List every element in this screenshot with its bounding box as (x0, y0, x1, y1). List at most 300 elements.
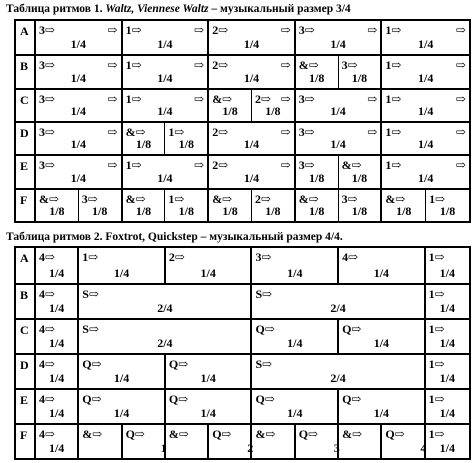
arrow-icon: ⇨ (280, 91, 291, 106)
count-cell (209, 123, 294, 154)
count-label: &⇨ (168, 427, 189, 441)
count-cell (36, 355, 77, 388)
row-letter: B (16, 56, 36, 87)
beat-cell (382, 21, 469, 54)
row-letter: F (16, 425, 36, 458)
count-cell (79, 355, 164, 388)
duration-label: 1/4 (418, 37, 434, 52)
duration-label: 3 (333, 441, 340, 455)
count-cell (382, 156, 469, 187)
step-cell (426, 285, 469, 318)
count-cell (36, 56, 121, 87)
step-cell (339, 425, 382, 458)
step-cell (79, 355, 166, 388)
duration-label: 1/8 (49, 203, 65, 218)
duration-label: 1/8 (309, 170, 325, 185)
count-cell (296, 56, 338, 87)
count-label: 3⇨ (298, 125, 315, 139)
duration-label: 1/8 (135, 137, 152, 152)
count-label: &⇨ (298, 58, 319, 73)
count-cell (296, 123, 381, 154)
beat-cell (382, 90, 469, 121)
arrow-icon: ⇨ (194, 23, 205, 37)
duration-label: 1/8 (351, 170, 368, 185)
count-label: S⇨ (255, 287, 273, 301)
count-cell (123, 156, 208, 187)
step-cell (79, 425, 122, 458)
count-label: 2⇨ (212, 158, 229, 173)
count-label: 2⇨ (212, 23, 229, 37)
count-label: &⇨ (342, 427, 363, 441)
arrow-icon: ⇨ (455, 125, 466, 139)
duration-label: 1/4 (418, 170, 434, 185)
duration-label: 1/4 (70, 37, 86, 52)
duration-label: 1/4 (48, 371, 65, 385)
count-label: &⇨ (39, 191, 60, 206)
count-label: &⇨ (125, 191, 146, 206)
table2-row-d (16, 353, 469, 388)
arrow-icon: ⇨ (194, 91, 205, 106)
beat-cell (296, 190, 383, 221)
beat-cell (123, 90, 210, 121)
step-cell (296, 425, 339, 458)
table1-title (6, 2, 351, 16)
duration-label: 1/8 (351, 70, 368, 85)
count-label: 3⇨ (39, 91, 56, 106)
duration-label: 1/8 (178, 203, 194, 218)
count-label: 1⇨ (428, 392, 445, 406)
duration-label: 1/8 (309, 70, 325, 85)
duration-label: 1/4 (157, 170, 173, 185)
duration-label: 1/4 (330, 137, 346, 152)
count-label: S⇨ (82, 287, 100, 301)
count-cell (251, 90, 294, 121)
count-cell (425, 190, 469, 221)
count-cell (252, 285, 423, 318)
count-cell (426, 248, 469, 283)
beat-cell (296, 123, 383, 154)
count-cell (79, 248, 164, 283)
arrow-icon: ⇨ (455, 23, 466, 37)
arrow-icon: ⇨ (194, 158, 205, 173)
count-cell (36, 123, 121, 154)
count-label: 2⇨ (212, 58, 229, 73)
beat-cell (209, 156, 296, 187)
duration-label: 1 (160, 441, 167, 455)
count-cell (209, 190, 251, 221)
count-cell (123, 21, 208, 54)
count-label: Q⇨ (82, 392, 102, 406)
duration-label: 2/4 (330, 371, 346, 385)
duration-label: 1/4 (157, 103, 173, 118)
duration-label: 1/8 (351, 203, 368, 218)
count-cell (36, 90, 121, 121)
step-cell (36, 390, 79, 423)
count-cell (36, 156, 121, 187)
count-cell (339, 425, 380, 458)
arrow-icon: ⇨ (455, 58, 466, 73)
count-label: 1⇨ (168, 191, 185, 206)
count-cell (78, 190, 121, 221)
duration-label: 1/8 (178, 137, 194, 152)
duration-label: 1/4 (373, 336, 390, 350)
duration-label: 1/4 (70, 170, 86, 185)
count-label: Q⇨ (342, 322, 362, 336)
arrow-icon: ⇨ (367, 125, 378, 139)
step-cell (252, 320, 339, 353)
duration-label: 2/4 (157, 301, 173, 315)
count-cell (209, 156, 294, 187)
count-cell (166, 248, 251, 283)
count-cell (36, 285, 77, 318)
count-cell (166, 425, 207, 458)
step-cell (166, 248, 253, 283)
beat-cell (209, 21, 296, 54)
duration-label: 1/4 (70, 137, 86, 152)
duration-label: 1/4 (287, 406, 303, 420)
count-label: 1⇨ (385, 125, 402, 139)
count-label: 3⇨ (39, 158, 56, 173)
count-cell (252, 248, 337, 283)
duration-label: 1/8 (135, 203, 152, 218)
count-cell (123, 190, 165, 221)
count-cell (338, 156, 381, 187)
beat-cell (209, 90, 296, 121)
count-cell (296, 425, 340, 458)
step-cell (36, 248, 79, 283)
arrow-icon: ⇨ (280, 58, 291, 73)
duration-label: 1/4 (243, 37, 260, 52)
duration-label: 1/8 (396, 203, 412, 218)
step-cell (252, 355, 425, 388)
count-label: 4⇨ (39, 322, 56, 336)
count-label: Q⇨ (82, 357, 102, 371)
count-cell (36, 425, 77, 458)
duration-label: 1/4 (243, 137, 260, 152)
count-cell (426, 320, 469, 353)
count-cell (296, 190, 338, 221)
duration-label: 1/4 (113, 371, 130, 385)
count-cell (252, 425, 293, 458)
beat-cell (36, 21, 123, 54)
duration-label: 1/4 (48, 336, 65, 350)
table1-title-italic: Waltz, Viennese Waltz (105, 3, 209, 15)
count-cell (382, 21, 469, 54)
step-cell (166, 355, 253, 388)
step-cell (252, 390, 339, 423)
count-label: Q⇨ (168, 357, 189, 371)
duration-label: 1/4 (243, 170, 260, 185)
duration-label: 1/4 (287, 266, 303, 280)
duration-label: 1/4 (287, 336, 303, 350)
count-label: 1⇨ (385, 91, 402, 106)
arrow-icon: ⇨ (107, 125, 118, 139)
count-label: Q⇨ (212, 427, 232, 441)
duration-label: 1/4 (200, 371, 216, 385)
count-cell (338, 56, 381, 87)
beat-cell (123, 21, 210, 54)
row-letter: D (16, 355, 36, 388)
count-label: 4⇨ (39, 392, 56, 406)
count-label: 3⇨ (39, 23, 56, 37)
count-label: 2⇨ (168, 250, 185, 264)
count-cell (164, 123, 207, 154)
count-label: 3⇨ (341, 58, 358, 73)
count-cell (426, 285, 469, 318)
duration-label: 1/8 (92, 203, 108, 218)
duration-label: 1/4 (439, 266, 455, 280)
count-cell (252, 355, 423, 388)
count-label: 1⇨ (428, 357, 445, 371)
beat-cell (382, 56, 469, 87)
beat-cell (36, 123, 123, 154)
count-label: 4⇨ (39, 287, 56, 301)
step-cell (166, 390, 253, 423)
count-label: 1⇨ (428, 427, 445, 441)
count-label: 4⇨ (39, 250, 56, 264)
count-label: 2⇨ (212, 125, 229, 139)
row-letter: B (16, 285, 36, 318)
count-cell (296, 21, 381, 54)
duration-label: 1/4 (70, 70, 86, 85)
beat-cell (296, 156, 383, 187)
count-cell (79, 390, 164, 423)
arrow-icon: ⇨ (280, 23, 291, 37)
count-cell (382, 56, 469, 87)
count-label: 3⇨ (298, 23, 315, 37)
beat-cell (296, 56, 383, 87)
duration-label: 1/4 (200, 266, 216, 280)
step-cell (252, 285, 425, 318)
count-label: &⇨ (212, 191, 233, 206)
count-label: 3⇨ (81, 191, 98, 206)
count-label: 1⇨ (125, 58, 142, 73)
duration-label: 2/4 (330, 301, 346, 315)
count-label: 4⇨ (342, 250, 359, 264)
duration-label: 1/4 (330, 103, 346, 118)
count-cell (36, 320, 77, 353)
arrow-icon: ⇨ (455, 91, 466, 106)
count-cell (339, 320, 424, 353)
step-cell (252, 425, 295, 458)
count-cell (252, 390, 337, 423)
duration-label: 1/8 (222, 203, 238, 218)
duration-label: 1/4 (48, 406, 65, 420)
beat-cell (296, 90, 383, 121)
duration-label: 1/4 (439, 406, 455, 420)
duration-label: 1/4 (113, 266, 130, 280)
beat-cell (36, 56, 123, 87)
duration-label: 1/4 (373, 266, 390, 280)
beat-cell (123, 156, 210, 187)
step-cell (209, 425, 252, 458)
duration-label: 1/4 (439, 441, 455, 455)
duration-label: 1/4 (418, 137, 434, 152)
count-label: 1⇨ (428, 322, 445, 336)
step-cell (36, 425, 79, 458)
duration-label: 1/4 (418, 103, 434, 118)
count-cell (79, 285, 250, 318)
count-label: 3⇨ (255, 250, 272, 264)
duration-label: 1/8 (309, 203, 325, 218)
table1-row-e (16, 154, 469, 187)
beat-cell (209, 56, 296, 87)
row-letter: C (16, 320, 36, 353)
count-cell (164, 190, 207, 221)
duration-label: 1/4 (330, 37, 346, 52)
count-cell (382, 90, 469, 121)
duration-label: 2 (247, 441, 254, 455)
count-cell (426, 355, 469, 388)
step-cell (252, 248, 339, 283)
duration-label: 1/4 (70, 103, 86, 118)
count-label: &⇨ (82, 427, 103, 441)
count-label: 2⇨ (254, 191, 272, 206)
row-letter: C (16, 90, 36, 121)
duration-label: 1/4 (439, 371, 455, 385)
step-cell (123, 425, 166, 458)
beat-cell (36, 190, 123, 221)
duration-label: 4 (420, 441, 427, 455)
count-label: S⇨ (82, 322, 100, 336)
count-cell (123, 425, 167, 458)
duration-label: 1/4 (373, 406, 390, 420)
table2-row-e (16, 388, 469, 423)
beat-cell (382, 156, 469, 187)
count-label: 3⇨ (298, 91, 315, 106)
count-label: Q⇨ (385, 427, 405, 441)
rhythm-table-2 (14, 246, 471, 460)
count-label: 3⇨ (341, 191, 358, 206)
beat-cell (36, 90, 123, 121)
count-label: 1⇨ (125, 91, 142, 106)
count-label: 4⇨ (39, 427, 56, 441)
duration-label: 1/4 (439, 336, 455, 350)
step-cell (426, 320, 469, 353)
duration-label: 1/4 (439, 301, 455, 315)
step-cell (339, 248, 426, 283)
duration-label: 1/8 (265, 103, 281, 118)
table2-row-b (16, 283, 469, 318)
duration-label: 1/4 (48, 301, 65, 315)
step-cell (36, 320, 79, 353)
row-letter: F (16, 190, 36, 221)
count-label: 1⇨ (428, 250, 445, 264)
count-label: 1⇨ (429, 191, 446, 206)
beat-cell (209, 190, 296, 221)
count-label: &⇨ (125, 125, 146, 139)
arrow-icon: ⇨ (280, 158, 291, 173)
count-cell (209, 425, 254, 458)
step-cell (36, 355, 79, 388)
duration-label: 1/8 (222, 103, 238, 118)
count-cell (296, 156, 338, 187)
count-cell (36, 390, 77, 423)
step-cell (426, 248, 469, 283)
row-letter: A (16, 21, 36, 54)
count-cell (123, 56, 208, 87)
arrow-icon: ⇨ (367, 91, 378, 106)
count-cell (296, 90, 381, 121)
count-cell (209, 21, 294, 54)
step-cell (426, 355, 469, 388)
step-cell (79, 285, 252, 318)
beat-cell (382, 123, 469, 154)
count-label: 1⇨ (385, 23, 402, 37)
step-cell (36, 285, 79, 318)
count-label: 2⇨ (254, 91, 272, 106)
duration-label: 1/4 (157, 37, 173, 52)
step-cell (382, 425, 425, 458)
count-label: 1⇨ (168, 125, 185, 139)
table2-row-a (16, 248, 469, 283)
rhythm-table-1 (14, 19, 471, 223)
table1-row-c (16, 88, 469, 121)
arrow-icon: ⇨ (194, 58, 205, 73)
arrow-icon: ⇨ (107, 58, 118, 73)
count-label: Q⇨ (255, 392, 275, 406)
count-cell (382, 190, 425, 221)
count-label: 3⇨ (39, 58, 56, 73)
arrow-icon: ⇨ (280, 125, 291, 139)
table1-row-a (16, 21, 469, 54)
count-cell (209, 90, 251, 121)
arrow-icon: ⇨ (455, 158, 466, 173)
count-label: &⇨ (341, 158, 362, 173)
count-label: 1⇨ (385, 158, 402, 173)
count-cell (426, 390, 469, 423)
count-cell (79, 320, 250, 353)
count-label: 3⇨ (298, 158, 315, 173)
duration-label: 1/8 (439, 203, 456, 218)
beat-cell (296, 21, 383, 54)
count-label: 1⇨ (385, 58, 402, 73)
count-label: &⇨ (385, 191, 406, 206)
count-cell (382, 425, 427, 458)
count-label: 1⇨ (82, 250, 99, 264)
count-label: S⇨ (255, 357, 273, 371)
count-label: 1⇨ (428, 287, 445, 301)
count-cell (252, 320, 337, 353)
count-cell (339, 390, 424, 423)
count-cell (339, 248, 424, 283)
count-cell (166, 355, 251, 388)
count-cell (123, 90, 208, 121)
row-letter: A (16, 248, 36, 283)
count-label: 1⇨ (125, 23, 142, 37)
table1-row-b (16, 54, 469, 87)
count-cell (123, 123, 165, 154)
count-label: Q⇨ (125, 427, 145, 441)
beat-cell (123, 123, 210, 154)
arrow-icon: ⇨ (107, 23, 118, 37)
count-label: Q⇨ (342, 392, 362, 406)
beat-cell (36, 156, 123, 187)
count-cell (251, 190, 294, 221)
table2-title: Таблица ритмов 2. Foxtrot, Quickstep – музыкальный размер 4/4. (6, 231, 343, 243)
beat-cell (123, 56, 210, 87)
row-letter: E (16, 390, 36, 423)
table2-row-c (16, 318, 469, 353)
table1-row-f (16, 188, 469, 221)
count-label: 3⇨ (39, 125, 56, 139)
duration-label: 1/4 (113, 406, 130, 420)
step-cell (339, 320, 426, 353)
count-label: &⇨ (298, 191, 319, 206)
beat-cell (382, 190, 469, 221)
beat-cell (209, 123, 296, 154)
count-cell (36, 21, 121, 54)
